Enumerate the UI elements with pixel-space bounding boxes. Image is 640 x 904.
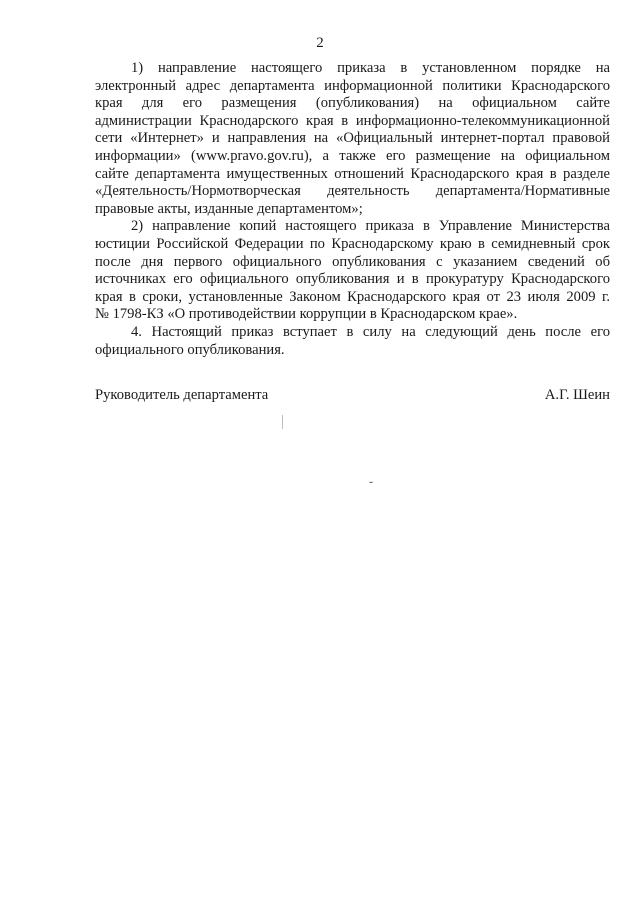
- paragraph-line: 4. Настоящий приказ вступает в силу на следующий день после его: [131, 323, 610, 340]
- paragraph-line: источниках его официального опубликования и в прокуратуру Краснодарского: [95, 271, 610, 288]
- paragraph-line: сети «Интернет» и направления на «Официальный интернет-портал правовой: [95, 130, 610, 147]
- paragraph-3: [95, 324, 610, 359]
- paragraph-line: после дня первого официального опубликования с указанием сведений об: [95, 253, 610, 270]
- paragraph-line: юстиции Российской Федерации по Краснодарскому краю в семидневный срок: [95, 235, 610, 252]
- paragraph-1: [95, 60, 610, 218]
- paragraph-line: № 1798-КЗ «О противодействии коррупции в Краснодарском крае».: [95, 306, 518, 323]
- paragraph-line: администрации Краснодарского края в информационно-телекоммуникационной: [95, 112, 610, 129]
- paragraph-line: 2) направление копий настоящего приказа в Управление Министерства: [131, 218, 610, 235]
- scan-artifact: [282, 415, 283, 429]
- signatory-position: Руководитель департамента: [95, 387, 269, 403]
- paragraph-line: официального опубликования.: [95, 341, 285, 358]
- paragraph-line: электронный адрес департамента информационной политики Краснодарского: [95, 77, 610, 94]
- paragraph-2: [95, 218, 610, 324]
- paragraph-line: правовые акты, изданные департаментом»;: [95, 200, 363, 217]
- document-body: [95, 60, 610, 359]
- paragraph-line: информации» (www.pravo.gov.ru), а также его размещение на официальном: [95, 147, 610, 164]
- page-number: 2: [316, 35, 324, 51]
- signatory-name: А.Г. Шеин: [544, 387, 610, 403]
- paragraph-line: края в сроки, установленные Законом Краснодарского края от 23 июля 2009 г.: [95, 288, 610, 305]
- paragraph-line: сайте департамента имущественных отношений Краснодарского края в разделе: [95, 165, 610, 182]
- paragraph-line: «Деятельность/Нормотворческая деятельность департамента/Нормативные: [95, 183, 610, 200]
- paragraph-line: края для его размещения (опубликования) на официальном сайте: [95, 95, 610, 112]
- scan-artifact: [369, 479, 373, 483]
- paragraph-line: 1) направление настоящего приказа в установленном порядке на: [131, 60, 610, 76]
